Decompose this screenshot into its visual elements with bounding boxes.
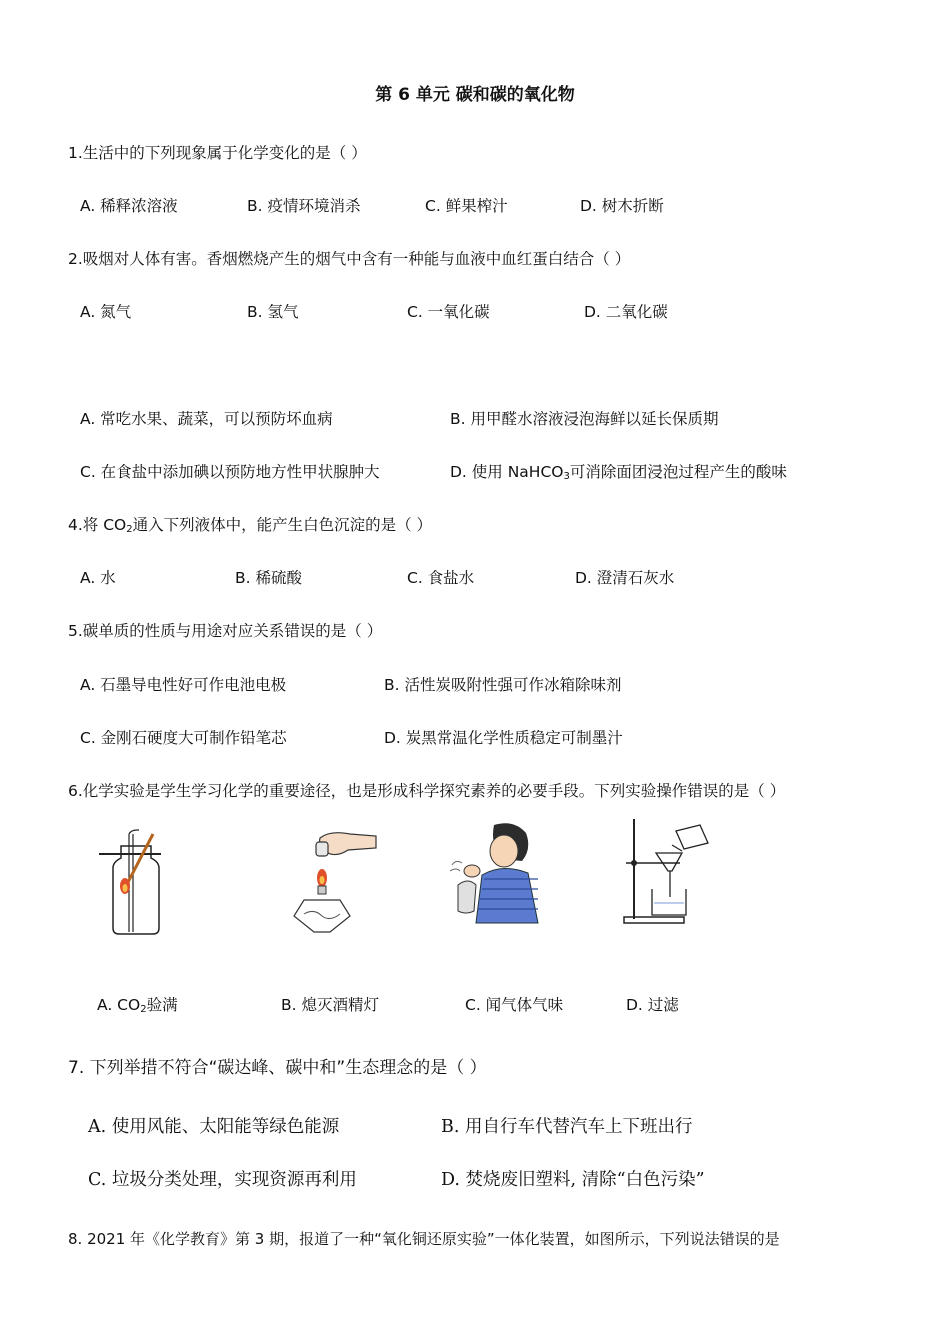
q6-option-d[interactable]: D. 过滤 xyxy=(626,996,679,1014)
q7-option-b[interactable]: B. 用自行车代替汽车上下班出行 xyxy=(441,1117,693,1137)
q1-option-a[interactable]: A. 稀释浓溶液 xyxy=(80,197,178,215)
q4-stem: 4.将 $CO_2$通入下列液体中，能产生白色沉淀的是（ ） xyxy=(68,516,433,535)
q4-option-d[interactable]: D. 澄清石灰水 xyxy=(575,569,675,587)
q7-option-d[interactable]: D. 焚烧废旧塑料, 清除“白色污染” xyxy=(441,1170,705,1190)
q5-option-d[interactable]: D. 炭黑常温化学性质稳定可制墨汁 xyxy=(384,729,623,747)
q7-stem: 7. 下列举措不符合“碳达峰、碳中和”生态理念的是（ ） xyxy=(68,1058,487,1078)
q5-option-b[interactable]: B. 活性炭吸附性强可作冰箱除味剂 xyxy=(384,676,622,694)
q1-option-c[interactable]: C. 鲜果榨汁 xyxy=(425,197,508,215)
q5-option-a[interactable]: A. 石墨导电性好可作电池电极 xyxy=(80,676,287,694)
q2-option-b[interactable]: B. 氢气 xyxy=(247,303,299,321)
q3-option-a[interactable]: A. 常吃水果、蔬菜，可以预防坏血病 xyxy=(80,410,333,428)
q2-option-d[interactable]: D. 二氧化碳 xyxy=(584,303,668,321)
q3-option-d[interactable]: D. 使用 NaHCO$_3$可消除面团浸泡过程产生的酸味 xyxy=(450,463,787,482)
q2-stem: 2.吸烟对人体有害。香烟燃烧产生的烟气中含有一种能与血液中血红蛋白结合（ ） xyxy=(68,250,631,268)
q1-stem: 1.生活中的下列现象属于化学变化的是（ ） xyxy=(68,144,367,162)
q7-option-c[interactable]: C. 垃圾分类处理，实现资源再利用 xyxy=(88,1170,357,1190)
q2-option-a[interactable]: A. 氮气 xyxy=(80,303,132,321)
page-title: 第 6 单元 碳和碳的氧化物 xyxy=(375,85,575,105)
q7-option-a[interactable]: A. 使用风能、太阳能等绿色能源 xyxy=(88,1117,340,1137)
q8-stem: 8. 2021 年《化学教育》第 3 期，报道了一种“氧化铜还原实验”一体化装置，如图所示，下列说法错误的是 xyxy=(68,1230,780,1248)
q5-option-c[interactable]: C. 金刚石硬度大可制作铅笔芯 xyxy=(80,729,287,747)
q4-option-b[interactable]: B. 稀硫酸 xyxy=(235,569,302,587)
q4-option-a[interactable]: A. 水 xyxy=(80,569,116,587)
q1-option-b[interactable]: B. 疫情环境消杀 xyxy=(247,197,361,215)
figure-alcohol-lamp xyxy=(290,828,380,938)
q6-option-b[interactable]: B. 熄灭酒精灯 xyxy=(281,996,379,1014)
figure-co2-check xyxy=(95,828,165,938)
q6-option-c[interactable]: C. 闻气体气味 xyxy=(465,996,564,1014)
q1-option-d[interactable]: D. 树木折断 xyxy=(580,197,664,215)
q4-option-c[interactable]: C. 食盐水 xyxy=(407,569,475,587)
q2-option-c[interactable]: C. 一氧化碳 xyxy=(407,303,490,321)
q3-option-c[interactable]: C. 在食盐中添加碘以预防地方性甲状腺肿大 xyxy=(80,463,380,481)
q6-option-a[interactable]: A. $CO_2$验满 xyxy=(97,996,178,1015)
figure-filtration xyxy=(620,815,720,930)
figure-smell-gas xyxy=(442,815,542,930)
q5-stem: 5.碳单质的性质与用途对应关系错误的是（ ） xyxy=(68,622,383,640)
q6-stem: 6.化学实验是学生学习化学的重要途径，也是形成科学探究素养的必要手段。下列实验操作错误的是（ ） xyxy=(68,782,786,800)
q3-option-b[interactable]: B. 用甲醛水溶液浸泡海鲜以延长保质期 xyxy=(450,410,719,428)
